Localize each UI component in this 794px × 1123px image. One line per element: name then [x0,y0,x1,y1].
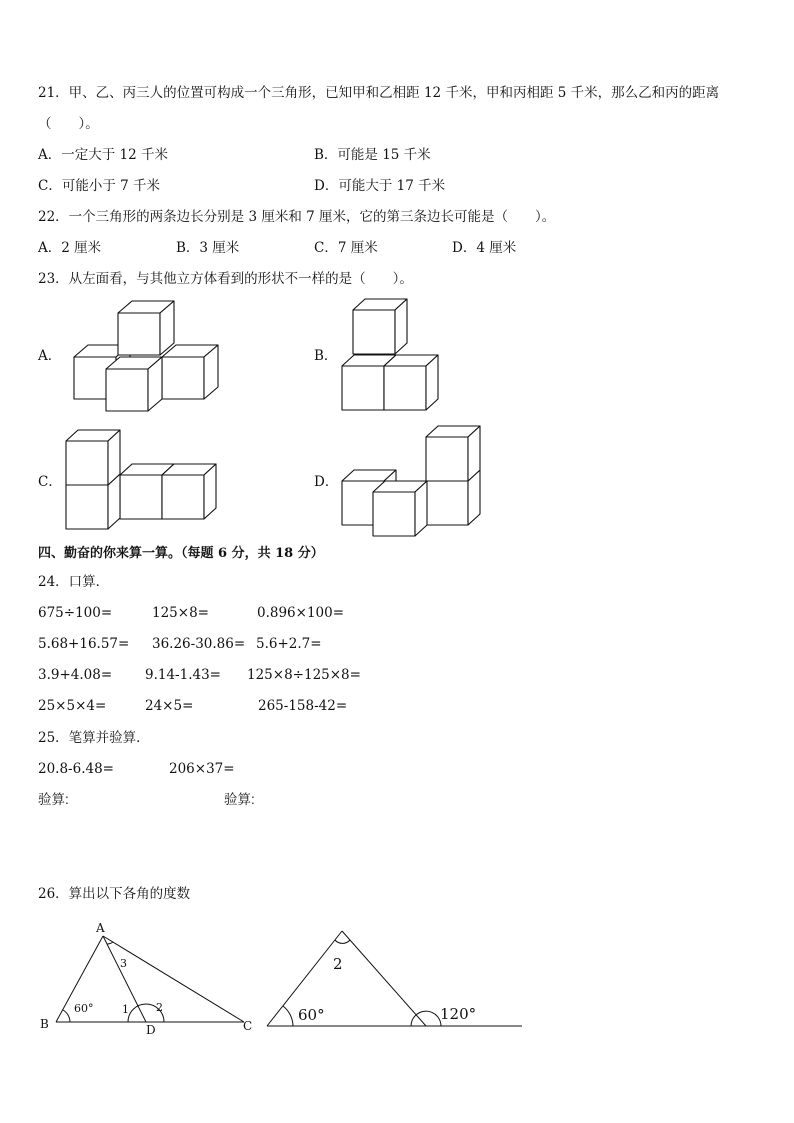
q24-r1-c1: 675÷100= [38,605,113,621]
label-angle-2-top: 2 [333,955,343,973]
q21-option-a: A．一定大于 12 千米 [38,147,169,163]
q25-stem: 25．笔算并验算． [38,730,150,746]
angle-arc-right [411,1015,416,1026]
q24-r3-c3: 125×8÷125×8= [247,667,361,683]
q21-option-b: B．可能是 15 千米 [314,147,431,163]
angle-arc-left [283,1006,293,1026]
angle-arc-top [335,940,350,943]
label-angle-60: 60° [298,1006,325,1024]
q24-r2-c2: 36.26-30.86= [152,636,246,652]
label-angle-3: 3 [120,957,127,970]
label-a: A [96,921,105,935]
q22-stem: 22．一个三角形的两条边长分别是 3 厘米和 7 厘米，它的第三条边长可能是（ ）。 [38,209,556,225]
q24-r2-c1: 5.68+16.57= [38,636,130,652]
q22-option-b: B．3 厘米 [176,240,240,256]
q23-option-c: C． [38,474,62,490]
label-d: D [146,1023,156,1037]
q25-check-1: 验算: [38,792,69,807]
q24-r3-c2: 9.14-1.43= [145,667,221,683]
q26-stem: 26．算出以下各角的度数 [38,886,191,902]
q24-r1-c2: 125×8= [152,605,209,621]
q24-r4-c2: 24×5= [145,698,194,714]
q24-r2-c3: 5.6+2.7= [256,636,322,652]
label-b: B [40,1017,49,1031]
label-angle-2: 2 [156,1001,163,1014]
q21-option-d: D．可能大于 17 千米 [314,178,446,194]
label-angle-120: 120° [440,1005,477,1023]
q23-stem: 23．从左面看，与其他立方体看到的形状不一样的是（ ）。 [38,271,413,287]
q22-option-a: A．2 厘米 [38,240,102,256]
q23-option-b: B． [314,348,338,364]
q22-option-d: D．4 厘米 [452,240,517,256]
q25-item-2: 206×37= [169,761,235,777]
q24-r1-c3: 0.896×100= [257,605,345,621]
label-angle-b: 60° [74,1002,94,1015]
q23-option-a: A． [38,348,62,364]
label-c: C [243,1019,253,1033]
q24-r4-c3: 265-158-42= [258,698,348,714]
q25-check-2: 验算: [224,792,255,807]
q24-r4-c1: 25×5×4= [38,698,107,714]
q21-option-c: C．可能小于 7 千米 [38,178,161,194]
q23-option-d: D． [314,474,339,490]
q21-blank: （ ）。 [38,116,99,132]
q21-stem: 21．甲、乙、丙三人的位置可构成一个三角形，已知甲和乙相距 12 千米，甲和丙相距 5 千米，那么乙和丙的距离 [38,85,720,101]
right-side [342,931,426,1026]
q24-r3-c1: 3.9+4.08= [38,667,113,683]
section-4-title: 四、勤奋的你来算一算。（每题 6 分，共 18 分） [38,546,324,561]
label-angle-1: 1 [122,1003,129,1016]
q22-option-c: C．7 厘米 [314,240,378,256]
q25-item-1: 20.8-6.48= [38,761,114,777]
q24-stem: 24．口算． [38,574,110,590]
